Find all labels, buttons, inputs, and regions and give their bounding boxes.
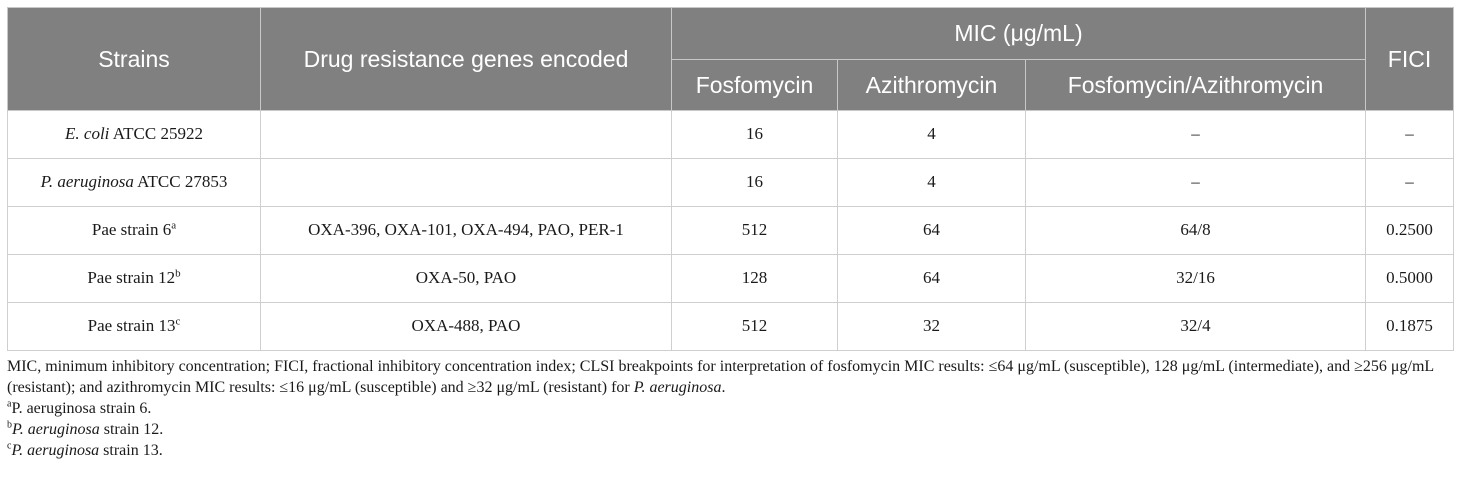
cell-fici: – <box>1366 159 1454 207</box>
header-row-1 <box>8 8 1454 60</box>
cell-combination: – <box>1026 111 1366 159</box>
footnote-main-end: . <box>721 379 726 396</box>
footnote-c <box>7 440 1453 461</box>
strain-id: Pae strain 12 <box>87 268 176 288</box>
cell-genes: OXA-396, OXA-101, OXA-494, PAO, PER-1 <box>261 207 672 255</box>
header-mic-group: MIC (μg/mL) <box>672 8 1366 60</box>
footnote-text: strain 13. <box>99 442 163 459</box>
header-fici: FICI <box>1366 8 1454 111</box>
strain-id: ATCC 25922 <box>109 124 203 144</box>
footnote-marker: b <box>7 419 12 431</box>
cell-genes: OXA-50, PAO <box>261 255 672 303</box>
cell-combination: 32/16 <box>1026 255 1366 303</box>
table-row <box>8 303 1454 351</box>
cell-fici: 0.2500 <box>1366 207 1454 255</box>
cell-fosfomycin: 512 <box>672 303 838 351</box>
cell-strain <box>8 159 261 207</box>
strain-id: ATCC 27853 <box>133 172 228 192</box>
header-combination: Fosfomycin/Azithromycin <box>1026 60 1366 111</box>
cell-azithromycin: 64 <box>838 207 1026 255</box>
cell-fici: – <box>1366 111 1454 159</box>
header-azithromycin: Azithromycin <box>838 60 1026 111</box>
footnote-a <box>7 398 1453 419</box>
cell-azithromycin: 32 <box>838 303 1026 351</box>
table-row <box>8 159 1454 207</box>
table-footnotes <box>7 356 1453 461</box>
strain-species: E. coli <box>65 124 110 144</box>
cell-combination: 32/4 <box>1026 303 1366 351</box>
strain-id: Pae strain 13 <box>87 316 176 336</box>
footnote-marker: c <box>7 440 12 452</box>
cell-genes: OXA-488, PAO <box>261 303 672 351</box>
table-row <box>8 111 1454 159</box>
cell-azithromycin: 64 <box>838 255 1026 303</box>
cell-fosfomycin: 16 <box>672 159 838 207</box>
header-strains: Strains <box>8 8 261 111</box>
cell-azithromycin: 4 <box>838 111 1026 159</box>
footnote-main-species: P. aeruginosa <box>633 379 722 396</box>
table-row <box>8 207 1454 255</box>
cell-fici: 0.5000 <box>1366 255 1454 303</box>
footnote-species: P. aeruginosa <box>12 421 100 438</box>
footnote-marker: a <box>7 398 12 410</box>
cell-combination: – <box>1026 159 1366 207</box>
cell-fici: 0.1875 <box>1366 303 1454 351</box>
strain-footnote-marker: b <box>175 267 181 280</box>
cell-fosfomycin: 16 <box>672 111 838 159</box>
footnote-text: P. aeruginosa strain 6. <box>11 400 152 417</box>
strain-species: P. aeruginosa <box>40 172 134 192</box>
strain-footnote-marker: c <box>175 315 181 328</box>
header-genes: Drug resistance genes encoded <box>261 8 672 111</box>
table-row <box>8 255 1454 303</box>
cell-fosfomycin: 512 <box>672 207 838 255</box>
footnote-main-text: MIC, minimum inhibitory concentration; FICI, fractional inhibitory concentration index; CLSI breakpoints for interpretation of fosfomycin MIC results: ≤64 μg/mL (susceptible), 128 μg/mL (intermediate), and ≥256 μg/mL (resistant); and azithromycin MIC results: ≤16 μg/mL (susceptible) and ≥32 μg/mL (resistant) for <box>7 358 1434 396</box>
cell-fosfomycin: 128 <box>672 255 838 303</box>
cell-azithromycin: 4 <box>838 159 1026 207</box>
mic-table <box>7 7 1454 351</box>
footnote-species: P. aeruginosa <box>11 442 100 459</box>
cell-strain <box>8 111 261 159</box>
cell-strain <box>8 207 261 255</box>
footnote-b <box>7 419 1453 440</box>
strain-footnote-marker: a <box>171 219 177 232</box>
cell-strain <box>8 255 261 303</box>
footnote-text: strain 12. <box>99 421 164 438</box>
table-wrapper <box>7 7 1453 351</box>
cell-genes <box>261 111 672 159</box>
cell-strain <box>8 303 261 351</box>
cell-combination: 64/8 <box>1026 207 1366 255</box>
cell-genes <box>261 159 672 207</box>
footnote-main <box>7 356 1453 398</box>
strain-id: Pae strain 6 <box>91 220 172 240</box>
header-fosfomycin: Fosfomycin <box>672 60 838 111</box>
